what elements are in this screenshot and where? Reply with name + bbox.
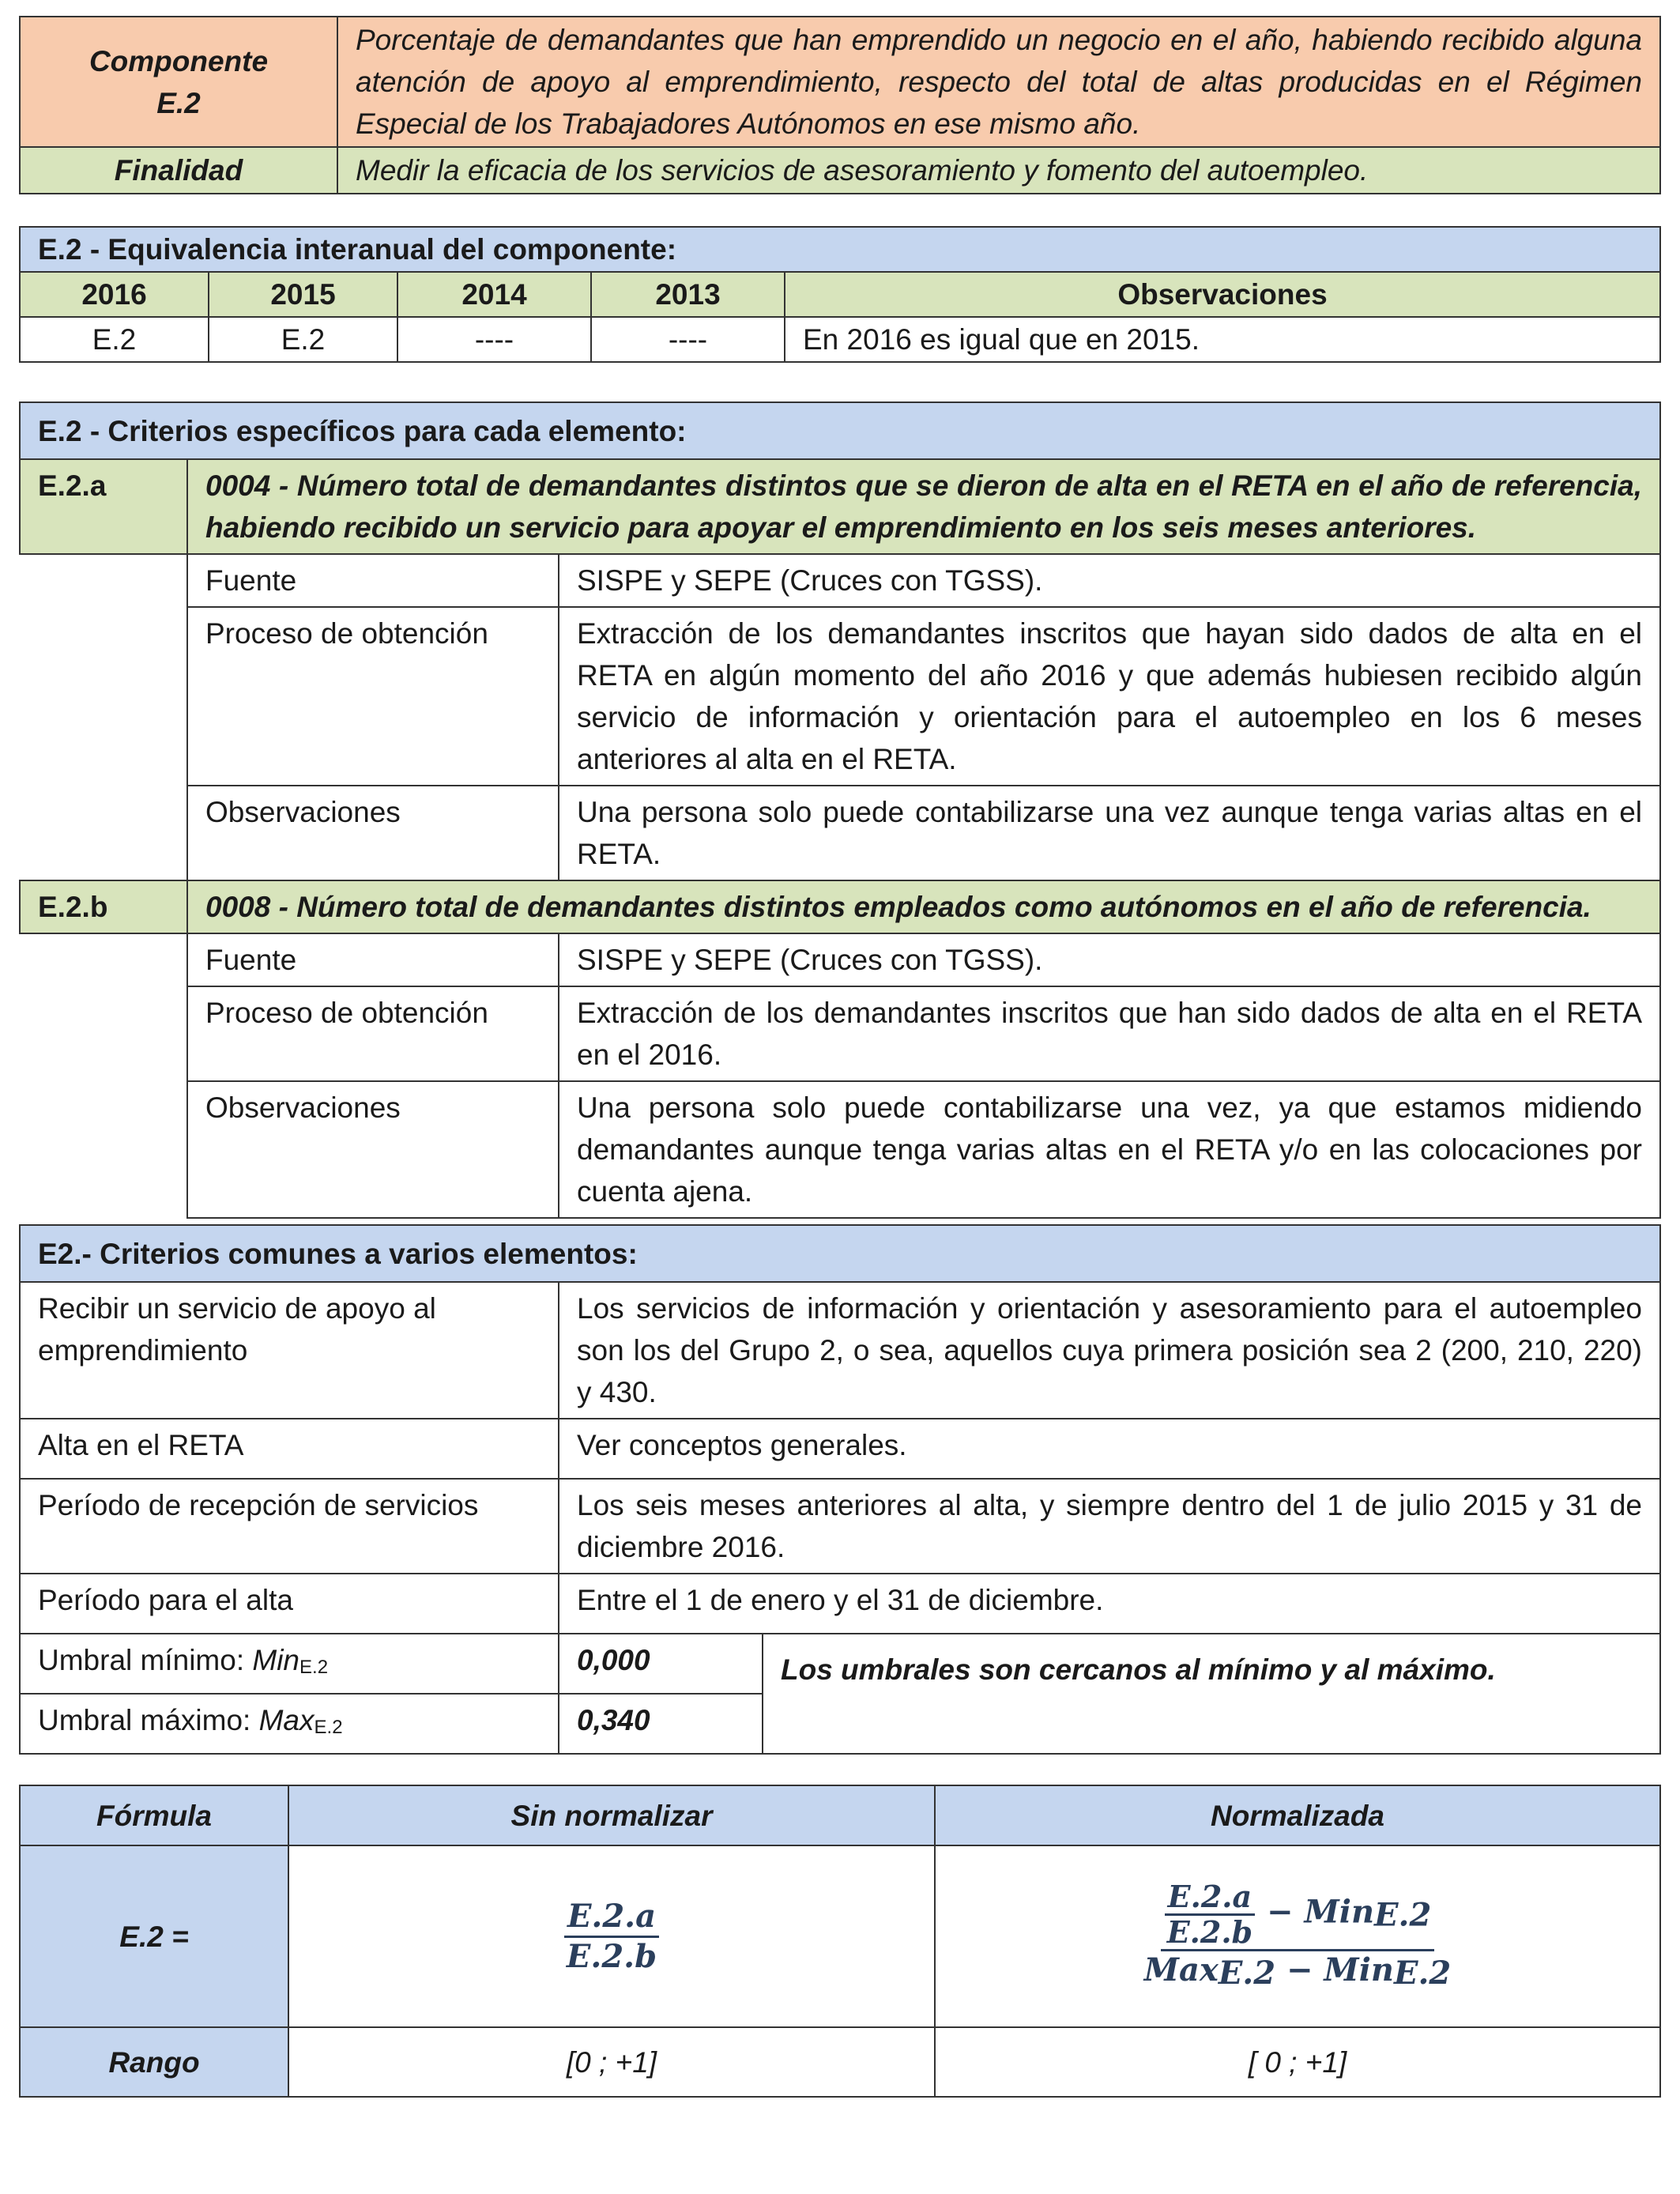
fraction-inner	[1164, 1880, 1256, 1949]
element-b-title: 0008 - Número total de demandantes distintos empleados como autónomos en el año de referencia.	[187, 880, 1660, 933]
equivalencia-header: Observaciones	[785, 272, 1660, 317]
comun-label: Alta en el RETA	[20, 1419, 559, 1479]
formula-header: Sin normalizar	[288, 1785, 935, 1845]
fraction-denominator	[1141, 1951, 1454, 1992]
fraction-sin-normalizar	[563, 1898, 660, 1976]
element-b-obs-label: Observaciones	[187, 1081, 559, 1218]
element-b-proceso-label: Proceso de obtención	[187, 986, 559, 1081]
criterios-especificos-table	[19, 401, 1661, 1219]
formula-label: E.2 =	[20, 1845, 288, 2027]
equivalencia-cell: ----	[591, 317, 785, 362]
umbral-note: Los umbrales son cercanos al mínimo y al máximo.	[763, 1634, 1660, 1754]
fraction-numerator	[1161, 1880, 1435, 1951]
element-a-obs: Una persona solo puede contabilizarse una vez aunque tenga varias altas en el RETA.	[559, 786, 1660, 880]
equivalencia-table	[19, 226, 1661, 363]
element-b-obs: Una persona solo puede contabilizarse una vez, ya que estamos midiendo demandantes aunque tenga varias altas en el RETA y/o en las colocaciones por cuenta ajena.	[559, 1081, 1660, 1218]
spacer	[20, 554, 187, 880]
element-a-proceso-label: Proceso de obtención	[187, 607, 559, 786]
equivalencia-observaciones: En 2016 es igual que en 2015.	[785, 317, 1660, 362]
comun-label: Período para el alta	[20, 1574, 559, 1634]
max-sub: E.2	[1218, 1955, 1276, 1992]
formula-normalizada	[935, 1845, 1660, 2027]
element-a-code: E.2.a	[20, 459, 187, 554]
formula-sin-normalizar	[288, 1845, 935, 2027]
min-sub: E.2	[1374, 1896, 1432, 1934]
element-b-code: E.2.b	[20, 880, 187, 933]
fraction-denominator: E.2.b	[566, 1937, 657, 1975]
umbral-max-sub: E.2	[314, 1717, 343, 1738]
component-code: E.2	[156, 86, 201, 119]
umbral-min-sub: E.2	[299, 1657, 329, 1678]
formula-table	[19, 1785, 1661, 2098]
equivalencia-cell: ----	[397, 317, 591, 362]
element-a-title: 0004 - Número total de demandantes distintos que se dieron de alta en el RETA en el año de referencia, habiendo recibido un servicio para apoyar el emprendimiento en los seis meses anteriores.	[187, 459, 1660, 554]
equivalencia-header: 2014	[397, 272, 591, 317]
criterios-comunes-title: E2.- Criterios comunes a varios elementos:	[20, 1225, 1660, 1282]
component-label-cell	[20, 17, 337, 147]
element-a-fuente-label: Fuente	[187, 554, 559, 607]
equivalencia-header: 2016	[20, 272, 209, 317]
comun-label: Período de recepción de servicios	[20, 1479, 559, 1574]
comun-value: Ver conceptos generales.	[559, 1419, 1660, 1479]
comun-value: Entre el 1 de enero y el 31 de diciembre.	[559, 1574, 1660, 1634]
fraction-numerator: E.2.a	[564, 1898, 659, 1938]
equivalencia-title: E.2 - Equivalencia interanual del componente:	[20, 227, 1660, 272]
fraction-inner-denominator: E.2.b	[1166, 1914, 1253, 1950]
element-a-obs-label: Observaciones	[187, 786, 559, 880]
umbral-max-text: Umbral máximo:	[38, 1704, 259, 1736]
rango-sin-normalizar: [0 ; +1]	[288, 2027, 935, 2097]
max-var: Max	[1143, 1951, 1219, 1989]
umbral-min-text: Umbral mínimo:	[38, 1644, 253, 1676]
minus-min: − Min	[1256, 1893, 1375, 1931]
element-a-fuente: SISPE y SEPE (Cruces con TGSS).	[559, 554, 1660, 607]
minus-min: − Min	[1275, 1951, 1394, 1989]
comun-value: Los servicios de información y orientación y asesoramiento para el autoempleo son los del Grupo 2, o sea, aquellos cuya primera posición sea 2 (200, 210, 220) y 430.	[559, 1282, 1660, 1419]
equivalencia-header: 2013	[591, 272, 785, 317]
criterios-especificos-title: E.2 - Criterios específicos para cada elemento:	[20, 402, 1660, 459]
equivalencia-header: 2015	[209, 272, 397, 317]
finalidad-text: Medir la eficacia de los servicios de asesoramiento y fomento del autoempleo.	[337, 147, 1660, 194]
element-b-fuente-label: Fuente	[187, 933, 559, 986]
formula-header: Normalizada	[935, 1785, 1660, 1845]
equivalencia-cell: E.2	[20, 317, 209, 362]
equivalencia-cell: E.2	[209, 317, 397, 362]
component-description: Porcentaje de demandantes que han emprendido un negocio en el año, habiendo recibido alguna atención de apoyo al emprendimiento, respecto del total de altas producidas en el Régimen Especial de los Trabajadores Autónomos en ese mismo año.	[337, 17, 1660, 147]
element-b-proceso: Extracción de los demandantes inscritos que han sido dados de alta en el RETA en el 2016.	[559, 986, 1660, 1081]
spacer	[20, 933, 187, 1218]
comun-label: Recibir un servicio de apoyo al emprendimiento	[20, 1282, 559, 1419]
umbral-max-var: Max	[258, 1704, 315, 1736]
rango-label: Rango	[20, 2027, 288, 2097]
element-b-fuente: SISPE y SEPE (Cruces con TGSS).	[559, 933, 1660, 986]
element-a-proceso: Extracción de los demandantes inscritos que hayan sido dados de alta en el RETA en algún momento del año 2016 y que además hubiesen recibido algún servicio de información y orientación para el autoempleo en los 6 meses anteriores al alta en el RETA.	[559, 607, 1660, 786]
umbral-max-value: 0,340	[559, 1694, 763, 1754]
fraction-inner-numerator: E.2.a	[1165, 1880, 1256, 1916]
formula-header: Fórmula	[20, 1785, 288, 1845]
umbral-min-label	[20, 1634, 559, 1694]
finalidad-label: Finalidad	[20, 147, 337, 194]
min-sub: E.2	[1393, 1955, 1452, 1992]
component-table	[19, 16, 1661, 194]
umbral-max-label	[20, 1694, 559, 1754]
component-label: Componente	[89, 44, 269, 77]
criterios-comunes-table	[19, 1224, 1661, 1755]
fraction-normalizada	[1141, 1880, 1454, 1992]
umbral-min-var: Min	[252, 1644, 300, 1676]
umbral-min-value: 0,000	[559, 1634, 763, 1694]
rango-normalizada: [ 0 ; +1]	[935, 2027, 1660, 2097]
comun-value: Los seis meses anteriores al alta, y siempre dentro del 1 de julio 2015 y 31 de diciembre 2016.	[559, 1479, 1660, 1574]
